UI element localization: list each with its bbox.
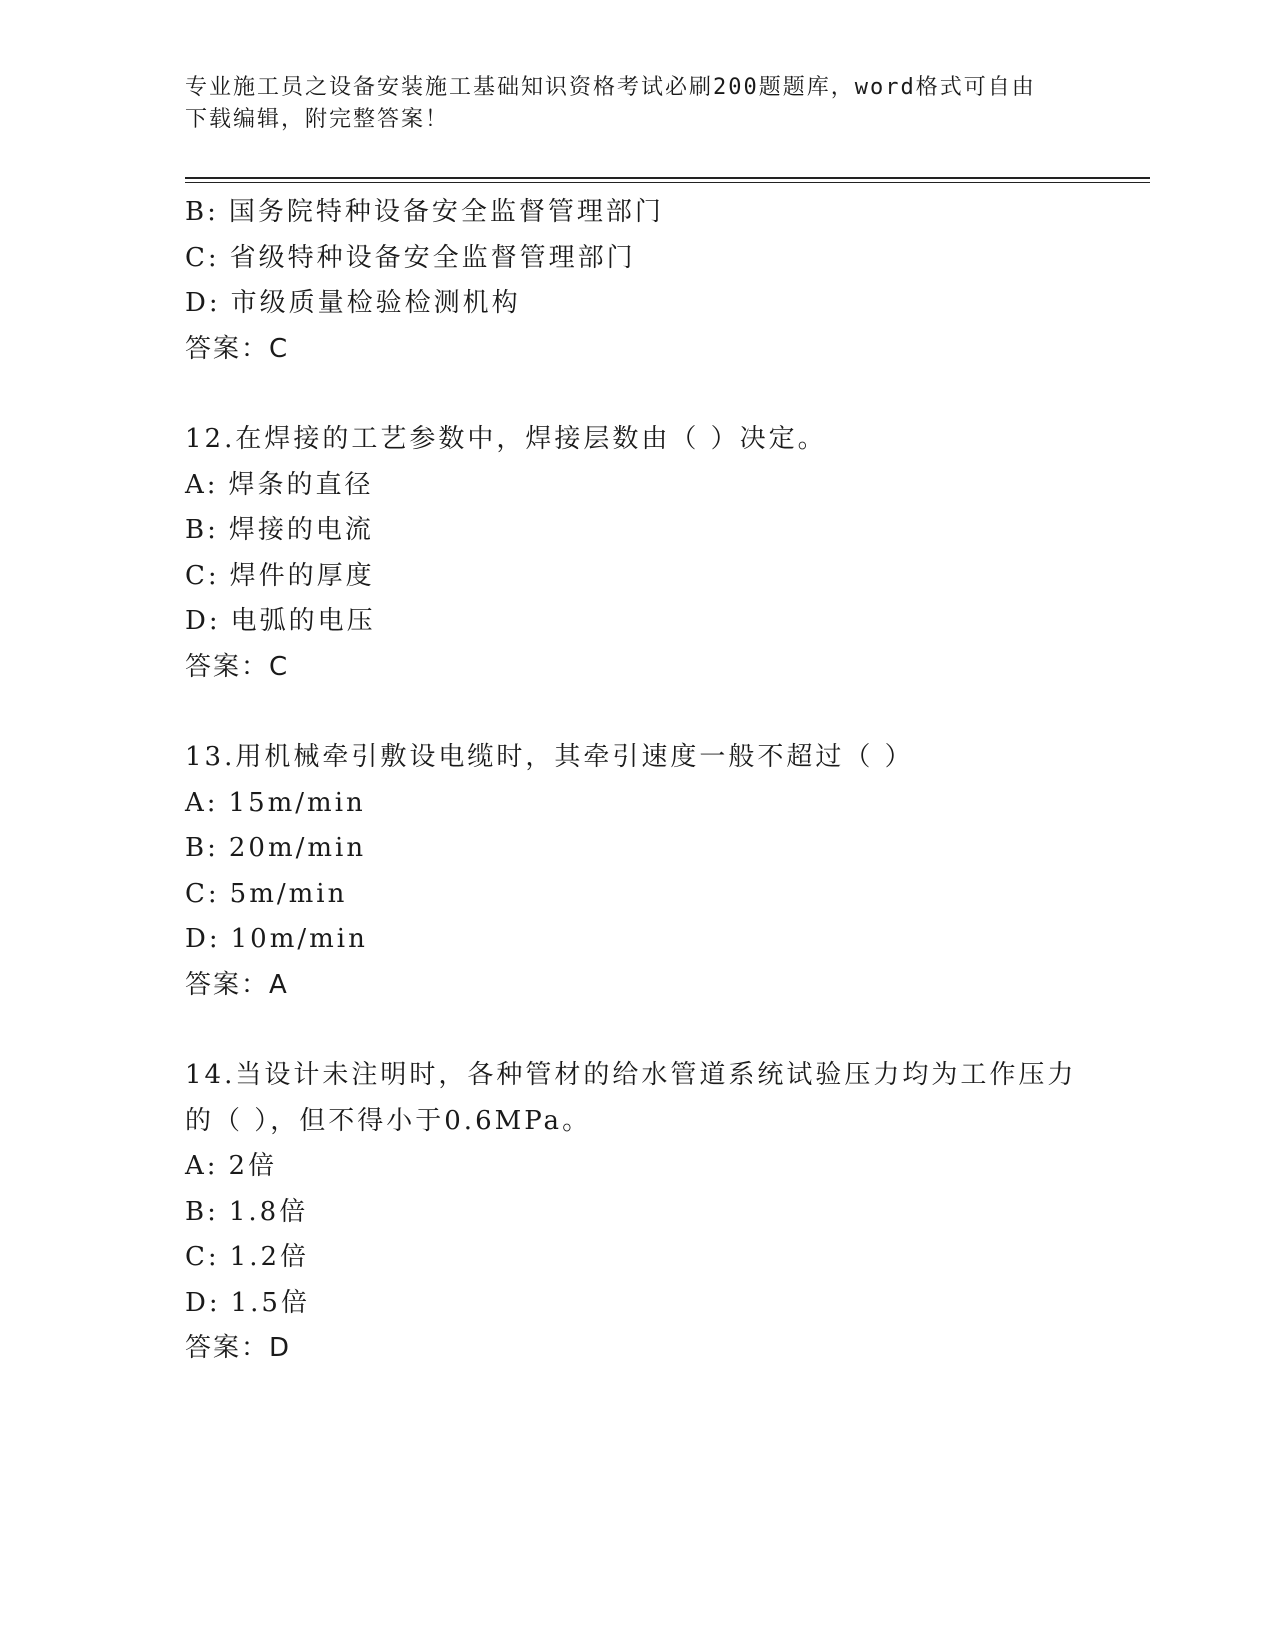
option-b: B: 焊接的电流 — [185, 515, 374, 545]
spacer — [185, 1008, 1085, 1053]
option-a: A: 15m/min — [185, 787, 366, 818]
option-c: C: 焊件的厚度 — [185, 560, 375, 591]
option-a: A: 焊条的直径 — [185, 469, 374, 500]
option-b: B: 国务院特种设备安全监督管理部门 — [185, 197, 664, 227]
answer: 答案：D — [185, 1333, 292, 1363]
header-divider-thin — [185, 182, 1150, 183]
question-13 — [185, 735, 1085, 1008]
question-stem: 12.在焊接的工艺参数中，焊接层数由（ ）决定。 — [185, 424, 827, 454]
option-c: C: 5m/min — [185, 878, 348, 909]
spacer — [185, 372, 1085, 417]
question-stem-line-2: 的（ ），但不得小于0.6MPa。 — [185, 1105, 592, 1136]
question-stem-line-1: 14.当设计未注明时，各种管材的给水管道系统试验压力均为工作压力 — [185, 1060, 1077, 1090]
header-divider-thick — [185, 177, 1150, 179]
question-14 — [185, 1053, 1085, 1372]
option-a: A: 2倍 — [185, 1151, 278, 1181]
answer: 答案：C — [185, 651, 290, 682]
option-d: D: 10m/min — [185, 924, 368, 954]
option-b: B: 20m/min — [185, 833, 367, 863]
answer: 答案：A — [185, 969, 289, 1000]
question-11 — [185, 190, 1085, 372]
option-b: B: 1.8倍 — [185, 1196, 309, 1227]
option-d: D: 电弧的电压 — [185, 606, 376, 636]
option-c: C: 1.2倍 — [185, 1242, 310, 1272]
question-12 — [185, 417, 1085, 690]
question-list — [185, 190, 1085, 1372]
option-d: D: 1.5倍 — [185, 1287, 310, 1318]
question-stem: 13.用机械牵引敷设电缆时，其牵引速度一般不超过（ ） — [185, 742, 914, 772]
header-title-line-2: 下载编辑，附完整答案！ — [185, 107, 450, 132]
document-header — [185, 72, 1065, 136]
spacer — [185, 690, 1085, 735]
option-d: D: 市级质量检验检测机构 — [185, 288, 521, 318]
answer: 答案：C — [185, 333, 290, 364]
option-c: C: 省级特种设备安全监督管理部门 — [185, 242, 636, 273]
header-title-line-1: 专业施工员之设备安装施工基础知识资格考试必刷200题题库，word格式可自由 — [185, 75, 1036, 100]
